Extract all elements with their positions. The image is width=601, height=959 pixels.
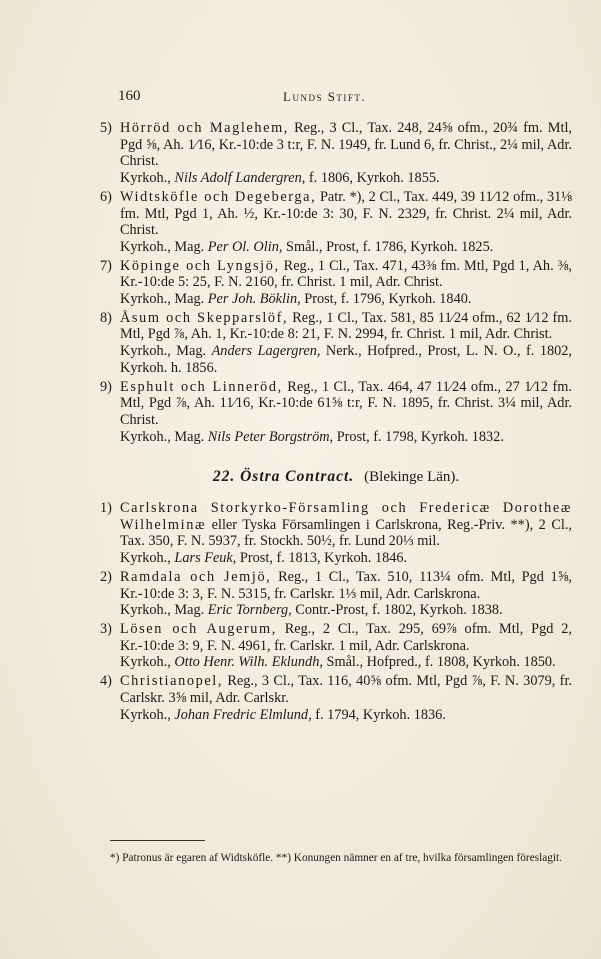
parish-names: Köpinge och Lyngsjö, <box>120 257 280 274</box>
vicar-name: Otto Henr. Wilh. Eklundh, <box>174 654 323 671</box>
page-body <box>100 120 572 725</box>
vicar-line <box>100 602 572 619</box>
footnotes: *) Patronus är egaren af Widtsköfle. **) Konungen nämner en af tre, hvilka församlingen föreslagit. <box>110 852 563 864</box>
parish-names: Esphult och Linneröd, <box>120 378 283 395</box>
vicar-details: Prost, f. 1796, Kyrkoh. 1840. <box>300 291 472 308</box>
vicar-details: f. 1794, Kyrkoh. 1836. <box>311 706 446 723</box>
entry-number: 6) <box>100 188 112 205</box>
entry-number: 7) <box>100 257 112 274</box>
entry-number: 2) <box>100 568 112 585</box>
entry-number: 4) <box>100 673 112 690</box>
parish-entry <box>100 500 572 567</box>
vicar-line <box>100 170 572 187</box>
vicar-name: Per Joh. Böklin, <box>207 291 301 308</box>
vicar-prefix: Kyrkoh., <box>120 706 175 723</box>
parish-entry <box>100 673 572 723</box>
vicar-prefix: Kyrkoh., <box>120 170 175 187</box>
vicar-line <box>100 654 572 671</box>
running-title: Lunds Stift. <box>283 89 367 104</box>
parish-details: Reg., 1 Cl., Tax. 510, 113¼ ofm. Mtl, Pgd 1⅝, Kr.-10:de 3: 3, F. N. 5315, fr. Carlskr. 1⅓ mil, Adr. Carlskrona. <box>120 568 572 602</box>
parish-entry <box>100 621 572 671</box>
vicar-name: Anders Lagergren, <box>211 343 321 360</box>
vicar-details: f. 1806, Kyrkoh. 1855. <box>305 170 440 187</box>
parish-names: Åsum och Skepparslöf, <box>120 309 289 326</box>
vicar-name: Lars Feuk, <box>174 550 237 567</box>
parish-names: Ramdala och Jemjö, <box>120 568 272 585</box>
parish-details: Reg., 2 Cl., Tax. 295, 69⅞ ofm. Mtl, Pgd 2, Kr.-10:de 3: 9, F. N. 4961, fr. Carlskr. 1 mil, Adr. Carlskrona. <box>120 620 572 654</box>
entry-number: 1) <box>100 500 112 517</box>
vicar-name: Nils Adolf Landergren, <box>174 170 306 187</box>
vicar-details: Prost, f. 1798, Kyrkoh. 1832. <box>333 428 504 445</box>
vicar-name: Nils Peter Borgström, <box>207 428 334 445</box>
vicar-prefix: Kyrkoh., Mag. <box>120 343 212 360</box>
parish-details: eller Tyska Församlingen i Carlskrona, Reg.-Priv. **), 2 Cl., Tax. 350, F. N. 5937, fr. Stockh. 50½, fr. Lund 20⅓ mil. <box>120 516 572 550</box>
vicar-prefix: Kyrkoh., Mag. <box>120 291 208 308</box>
vicar-details: Smål., Prost, f. 1786, Kyrkoh. 1825. <box>282 238 494 255</box>
vicar-details: Nerk., Hofpred., Prost, L. N. O., f. 1802, Kyrkoh. h. 1856. <box>120 343 572 376</box>
parish-entry <box>100 120 572 187</box>
page-number: 160 <box>118 88 141 104</box>
vicar-details: Contr.-Prost, f. 1802, Kyrkoh. 1838. <box>291 602 503 619</box>
parish-details: Reg., 3 Cl., Tax. 248, 24⅝ ofm., 20¾ fm. Mtl, Pgd ⅝, Ah. 1⁄16, Kr.-10:de 3 t:r, F. N. 1949, fr. Lund 6, fr. Christ., 2¼ mil, Adr. Christ. <box>120 120 572 170</box>
entry-number: 3) <box>100 620 112 637</box>
parish-details: Reg., 3 Cl., Tax. 116, 40⅝ ofm. Mtl, Pgd ⅞, F. N. 3079, fr. Carlskr. 3⅝ mil, Adr. Carlskr. <box>120 673 572 706</box>
parish-entry <box>100 258 572 308</box>
entry-number: 8) <box>100 309 112 326</box>
vicar-details: Prost, f. 1813, Kyrkoh. 1846. <box>236 550 408 567</box>
footnote-rule <box>110 840 205 841</box>
parish-names: Christianopel, <box>120 673 224 690</box>
entry-number: 9) <box>100 378 112 395</box>
vicar-line <box>100 291 572 308</box>
parish-entry <box>100 379 572 446</box>
parish-names: Hörröd och Maglehem, <box>120 120 289 136</box>
vicar-name: Johan Fredric Elmlund, <box>174 706 312 723</box>
vicar-line <box>100 343 572 376</box>
vicar-line <box>100 707 572 724</box>
vicar-prefix: Kyrkoh., <box>120 550 175 567</box>
vicar-line <box>100 550 572 567</box>
vicar-name: Eric Tornberg, <box>207 602 292 619</box>
vicar-prefix: Kyrkoh., Mag. <box>120 428 208 445</box>
parish-names: Widtsköfle och Degeberga, <box>120 188 317 205</box>
vicar-line <box>100 429 572 446</box>
vicar-prefix: Kyrkoh., <box>120 654 175 671</box>
parish-details: Reg., 1 Cl., Tax. 464, 47 11⁄24 ofm., 27 1⁄12 fm. Mtl, Pgd ⅞, Ah. 11⁄16, Kr.-10:de 61⅝ t:r, F. N. 1895, fr. Christ. 3¼ mil, Adr. Christ. <box>120 378 572 428</box>
contract-region: (Blekinge Län). <box>364 469 460 486</box>
vicar-details: Smål., Hofpred., f. 1808, Kyrkoh. 1850. <box>322 654 556 671</box>
vicar-prefix: Kyrkoh., Mag. <box>120 602 208 619</box>
page-header <box>118 88 521 108</box>
parish-names: Carlskrona Storkyrko-Församling och Fredericæ Dorotheæ Wilhelminæ <box>120 500 572 533</box>
entry-number: 5) <box>100 120 112 136</box>
vicar-name: Per Ol. Olin, <box>207 238 283 255</box>
vicar-line <box>100 239 572 256</box>
parish-details: Reg., 1 Cl., Tax. 471, 43⅜ fm. Mtl, Pgd 1, Ah. ⅜, Kr.-10:de 5: 25, F. N. 2160, fr. Christ. 1 mil, Adr. Christ. <box>120 257 572 291</box>
parish-details: Reg., 1 Cl., Tax. 581, 85 11⁄24 ofm., 62 1⁄12 fm. Mtl, Pgd ⅞, Ah. 1, Kr.-10:de 8: 21, F. N. 2994, fr. Christ. 1 mil, Adr. Christ. <box>120 309 572 343</box>
contract-title: 22. Östra Contract. <box>212 468 355 486</box>
parish-details: Patr. *), 2 Cl., Tax. 449, 39 11⁄12 ofm., 31⅛ fm. Mtl, Pgd 1, Ah. ½, Kr.-10:de 3: 30, F. N. 2329, fr. Christ. 2¼ mil, Adr. Christ. <box>120 188 572 239</box>
contract-heading <box>100 469 572 486</box>
parish-entry <box>100 310 572 377</box>
parish-names: Lösen och Augerum, <box>120 620 277 637</box>
parish-entry <box>100 189 572 256</box>
vicar-prefix: Kyrkoh., Mag. <box>120 238 208 255</box>
parish-entry <box>100 569 572 619</box>
